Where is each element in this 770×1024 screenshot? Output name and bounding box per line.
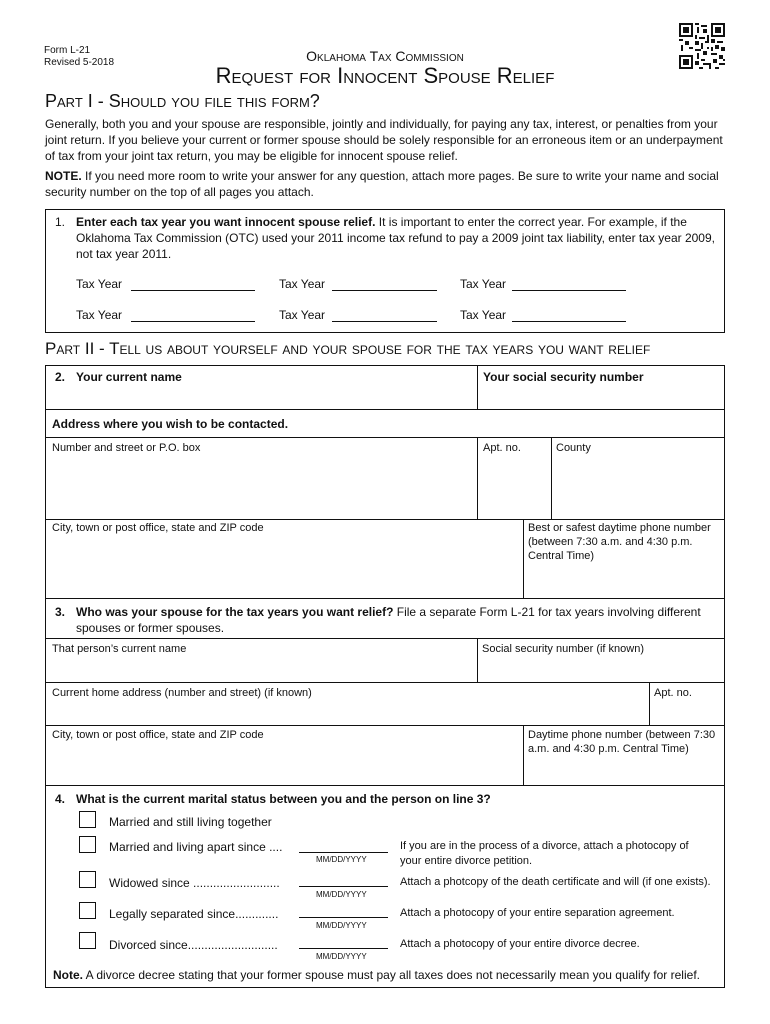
form-id: Form L-21 [44, 45, 91, 56]
tax-year-field[interactable] [131, 290, 255, 291]
q4-label: What is the current marital status between you and the person on line 3? [76, 792, 491, 806]
date-field[interactable] [299, 948, 388, 949]
part1-heading: Part I - Should you file this form? [45, 91, 320, 111]
note-label: NOTE. [45, 169, 82, 183]
form-title: Request for Innocent Spouse Relief [215, 63, 555, 88]
divider [45, 638, 725, 639]
date-format-hint: MM/DD/YYYY [316, 952, 367, 961]
divider [45, 519, 725, 520]
q2-number: 2. [55, 370, 66, 384]
spouse-address-field[interactable] [50, 702, 646, 724]
q4-note-text: A divorce decree stating that your former spouse must pay all taxes does not necessarily mean you qualify for relief. [83, 968, 700, 982]
date-format-hint: MM/DD/YYYY [316, 855, 367, 864]
spouse-apt-field[interactable] [652, 702, 722, 724]
status-note: If you are in the process of a divorce, attach a photocopy of your entire divorce petition. [400, 840, 689, 867]
spouse-city-field[interactable] [50, 745, 520, 783]
part1-intro: Generally, both you and your spouse are responsible, jointly and individually, for paying any tax, interest, or penalties from your joint return. If you believe your current or former spouse should be solely responsible for an erroneous item or an underpayment of tax from your joint tax return, you may be eligible for innocent spouse relief. [45, 117, 723, 163]
q4-number: 4. [55, 792, 66, 806]
divider [477, 365, 478, 409]
status-note: Attach a photocopy of your entire divorce decree. [400, 938, 640, 950]
status-label: Divorced since........................... [109, 938, 278, 952]
divider [45, 409, 725, 410]
q3-bold: Who was your spouse for the tax years you want relief? [76, 605, 394, 619]
divider [477, 638, 478, 682]
revision-date: Revised 5-2018 [44, 57, 115, 68]
note-text: If you need more room to write your answer for any question, attach more pages. Be sure to write your name and social security number on the top of all pages you attach. [45, 169, 719, 199]
spouse-ssn-label: Social security number (if known) [482, 643, 645, 655]
status-checkbox-divorced[interactable] [79, 932, 96, 949]
q1-bold: Enter each tax year you want innocent spouse relief. [76, 215, 376, 229]
divider [523, 519, 524, 599]
divider [477, 437, 478, 519]
tax-year-label: Tax Year [279, 308, 326, 322]
q1-text [76, 214, 716, 262]
spouse-phone-label: Daytime phone number (between 7:30 a.m. and 4:30 p.m. Central Time) [528, 729, 716, 755]
apt-label: Apt. no. [483, 442, 521, 454]
ssn-field[interactable] [480, 386, 722, 408]
q3-number: 3. [55, 605, 66, 619]
tax-year-label: Tax Year [76, 308, 123, 322]
date-format-hint: MM/DD/YYYY [316, 890, 367, 899]
status-note: Attach a photocopy of your entire separation agreement. [400, 907, 675, 919]
spouse-apt-label: Apt. no. [654, 687, 692, 699]
divider [649, 682, 650, 725]
status-checkbox-legally-separated[interactable] [79, 902, 96, 919]
spouse-name-field[interactable] [50, 658, 474, 680]
status-label: Married and still living together [109, 815, 272, 829]
city-label: City, town or post office, state and ZIP code [52, 522, 264, 534]
address-heading: Address where you wish to be contacted. [52, 417, 289, 431]
date-format-hint: MM/DD/YYYY [316, 921, 367, 930]
tax-year-field[interactable] [512, 290, 626, 291]
spouse-ssn-field[interactable] [480, 658, 722, 680]
divider [551, 437, 552, 519]
tax-year-label: Tax Year [279, 277, 326, 291]
qr-code-icon [679, 23, 725, 69]
tax-year-field[interactable] [131, 321, 255, 322]
tax-year-label: Tax Year [460, 308, 507, 322]
tax-year-field[interactable] [332, 290, 437, 291]
spouse-name-label: That person’s current name [52, 643, 187, 655]
divider [523, 725, 524, 786]
tax-year-label: Tax Year [76, 277, 123, 291]
date-field[interactable] [299, 852, 388, 853]
phone-label: Best or safest daytime phone number (between 7:30 a.m. and 4:30 p.m. Central Time) [528, 522, 711, 562]
status-checkbox-living-apart[interactable] [79, 836, 96, 853]
county-field[interactable] [554, 458, 722, 516]
status-label: Married and living apart since .... [109, 840, 283, 854]
street-field[interactable] [50, 458, 474, 516]
tax-year-field[interactable] [332, 321, 437, 322]
q1-body: It is important to enter the correct year. For example, if the Oklahoma Tax Commission (OTC) used your 2011 income tax refund to pay a 2009 joint tax liability, enter tax year 2009, not tax year 2011. [76, 215, 715, 261]
apt-field[interactable] [480, 458, 548, 516]
city-field[interactable] [50, 538, 520, 596]
divider [45, 725, 725, 726]
status-checkbox-widowed[interactable] [79, 871, 96, 888]
part1-note [45, 168, 730, 200]
status-label: Legally separated since............. [109, 907, 279, 921]
spouse-address-label: Current home address (number and street) (if known) [52, 687, 312, 699]
tax-year-label: Tax Year [460, 277, 507, 291]
date-field[interactable] [299, 886, 388, 887]
q3-body: File a separate Form L-21 for tax years involving different spouses or former spouses. [76, 605, 701, 635]
agency-name: Oklahoma Tax Commission [306, 48, 464, 64]
county-label: County [556, 442, 591, 454]
street-label: Number and street or P.O. box [52, 442, 201, 454]
ssn-label: Your social security number [483, 370, 644, 384]
divider [45, 437, 725, 438]
status-label: Widowed since .......................... [109, 876, 280, 890]
q4-note-label: Note. [53, 968, 83, 982]
status-note: Attach a photcopy of the death certificate and will (if one exists). [400, 876, 711, 888]
current-name-field[interactable] [50, 386, 474, 408]
q1-number: 1. [55, 215, 66, 229]
part2-heading: Part II - Tell us about yourself and your spouse for the tax years you want relief [45, 339, 651, 358]
q3-text [76, 604, 716, 636]
current-name-label: Your current name [76, 370, 182, 384]
spouse-city-label: City, town or post office, state and ZIP code [52, 729, 264, 741]
date-field[interactable] [299, 917, 388, 918]
divider [45, 682, 725, 683]
spouse-phone-field[interactable] [526, 760, 722, 784]
tax-year-field[interactable] [512, 321, 626, 322]
status-checkbox-living-together[interactable] [79, 811, 96, 828]
phone-field[interactable] [526, 566, 722, 596]
q4-note [53, 967, 700, 983]
